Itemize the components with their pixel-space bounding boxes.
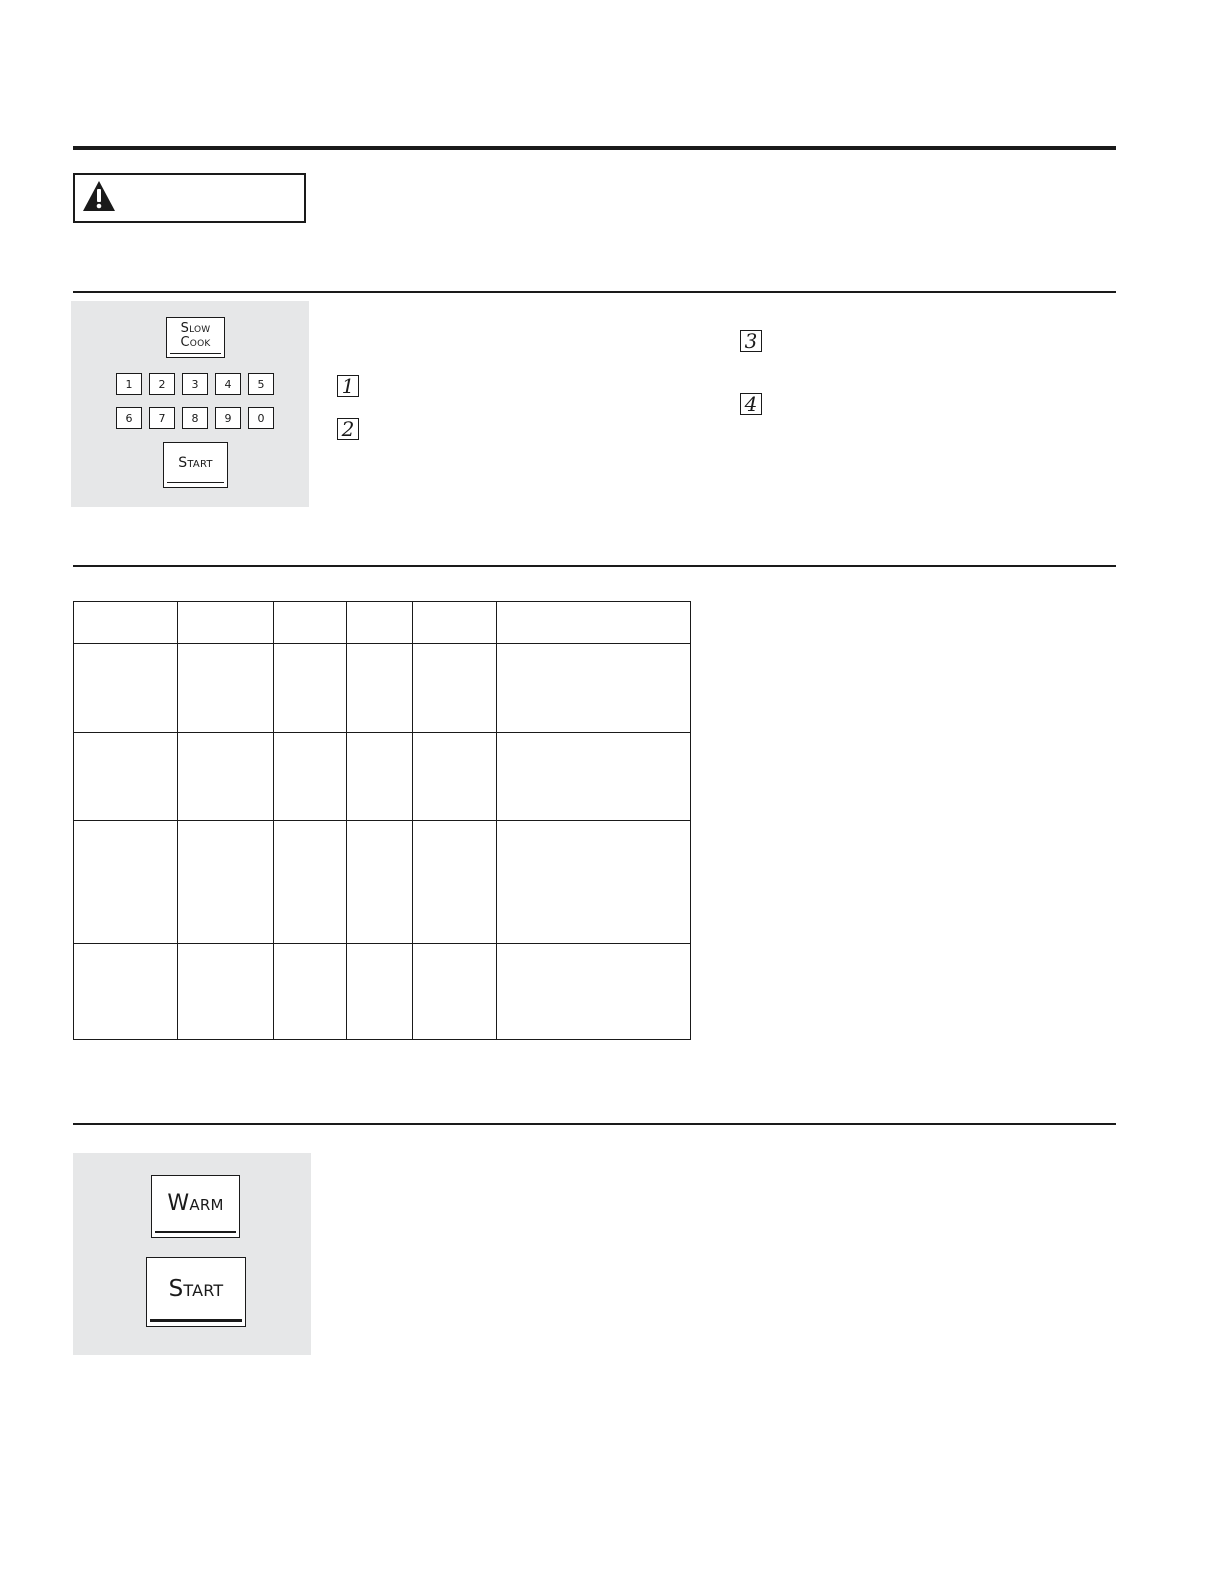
- number-key-4[interactable]: 4: [215, 373, 241, 395]
- table-cell: [274, 821, 347, 944]
- step-2-marker: 2: [337, 418, 359, 440]
- table-cell: [178, 944, 274, 1040]
- table-cell: [413, 944, 497, 1040]
- table-cell: [178, 733, 274, 821]
- table-cell: [413, 602, 497, 644]
- number-key-8[interactable]: 8: [182, 407, 208, 429]
- table-cell: [347, 733, 413, 821]
- number-key-7[interactable]: 7: [149, 407, 175, 429]
- cooking-guide-table: [73, 601, 691, 1040]
- warning-triangle-icon: [82, 180, 116, 212]
- table-cell: [347, 602, 413, 644]
- number-key-1[interactable]: 1: [116, 373, 142, 395]
- table-cell: [497, 821, 691, 944]
- start-key[interactable]: [163, 442, 228, 488]
- warm-start-key[interactable]: [146, 1257, 246, 1327]
- slow-cook-key-line2: Cook: [180, 334, 211, 350]
- slow-cook-key-line1: Slow: [180, 320, 211, 336]
- table-row: [74, 733, 691, 821]
- table-cell: [347, 821, 413, 944]
- table-cell: [413, 733, 497, 821]
- table-cell: [274, 944, 347, 1040]
- table-cell: [178, 602, 274, 644]
- table-cell: [274, 644, 347, 733]
- table-cell: [497, 602, 691, 644]
- table-cell: [413, 821, 497, 944]
- number-key-9[interactable]: 9: [215, 407, 241, 429]
- warm-panel: [73, 1153, 311, 1355]
- section-rule-warm: [73, 1123, 1116, 1125]
- number-key-5[interactable]: 5: [248, 373, 274, 395]
- table-cell: [497, 944, 691, 1040]
- table-row: [74, 821, 691, 944]
- table-cell: [497, 644, 691, 733]
- warning-box: [73, 173, 306, 223]
- table-row: [74, 644, 691, 733]
- table-cell: [74, 602, 178, 644]
- table-cell: [74, 644, 178, 733]
- section-rule-table: [73, 565, 1116, 567]
- warm-key[interactable]: [151, 1175, 240, 1238]
- header-rule: [73, 146, 1116, 150]
- step-1-marker: 1: [337, 375, 359, 397]
- warm-start-key-label: Start: [168, 1275, 224, 1302]
- table-cell: [178, 644, 274, 733]
- step-4-marker: 4: [740, 393, 762, 415]
- table-cell: [74, 821, 178, 944]
- number-key-3[interactable]: 3: [182, 373, 208, 395]
- number-key-0[interactable]: 0: [248, 407, 274, 429]
- table-header-row: [74, 602, 691, 644]
- table-cell: [274, 602, 347, 644]
- table-cell: [413, 644, 497, 733]
- table-cell: [74, 944, 178, 1040]
- table-cell: [274, 733, 347, 821]
- number-key-2[interactable]: 2: [149, 373, 175, 395]
- table-cell: [347, 644, 413, 733]
- table-cell: [178, 821, 274, 944]
- start-key-label: Start: [178, 454, 213, 471]
- section-rule-slow-cook: [73, 291, 1116, 293]
- step-3-marker: 3: [740, 330, 762, 352]
- slow-cook-key[interactable]: [166, 317, 225, 358]
- table-row: [74, 944, 691, 1040]
- table-cell: [497, 733, 691, 821]
- table-cell: [74, 733, 178, 821]
- number-key-6[interactable]: 6: [116, 407, 142, 429]
- warm-key-label: Warm: [167, 1190, 224, 1216]
- table-cell: [347, 944, 413, 1040]
- slow-cook-panel: [71, 301, 309, 507]
